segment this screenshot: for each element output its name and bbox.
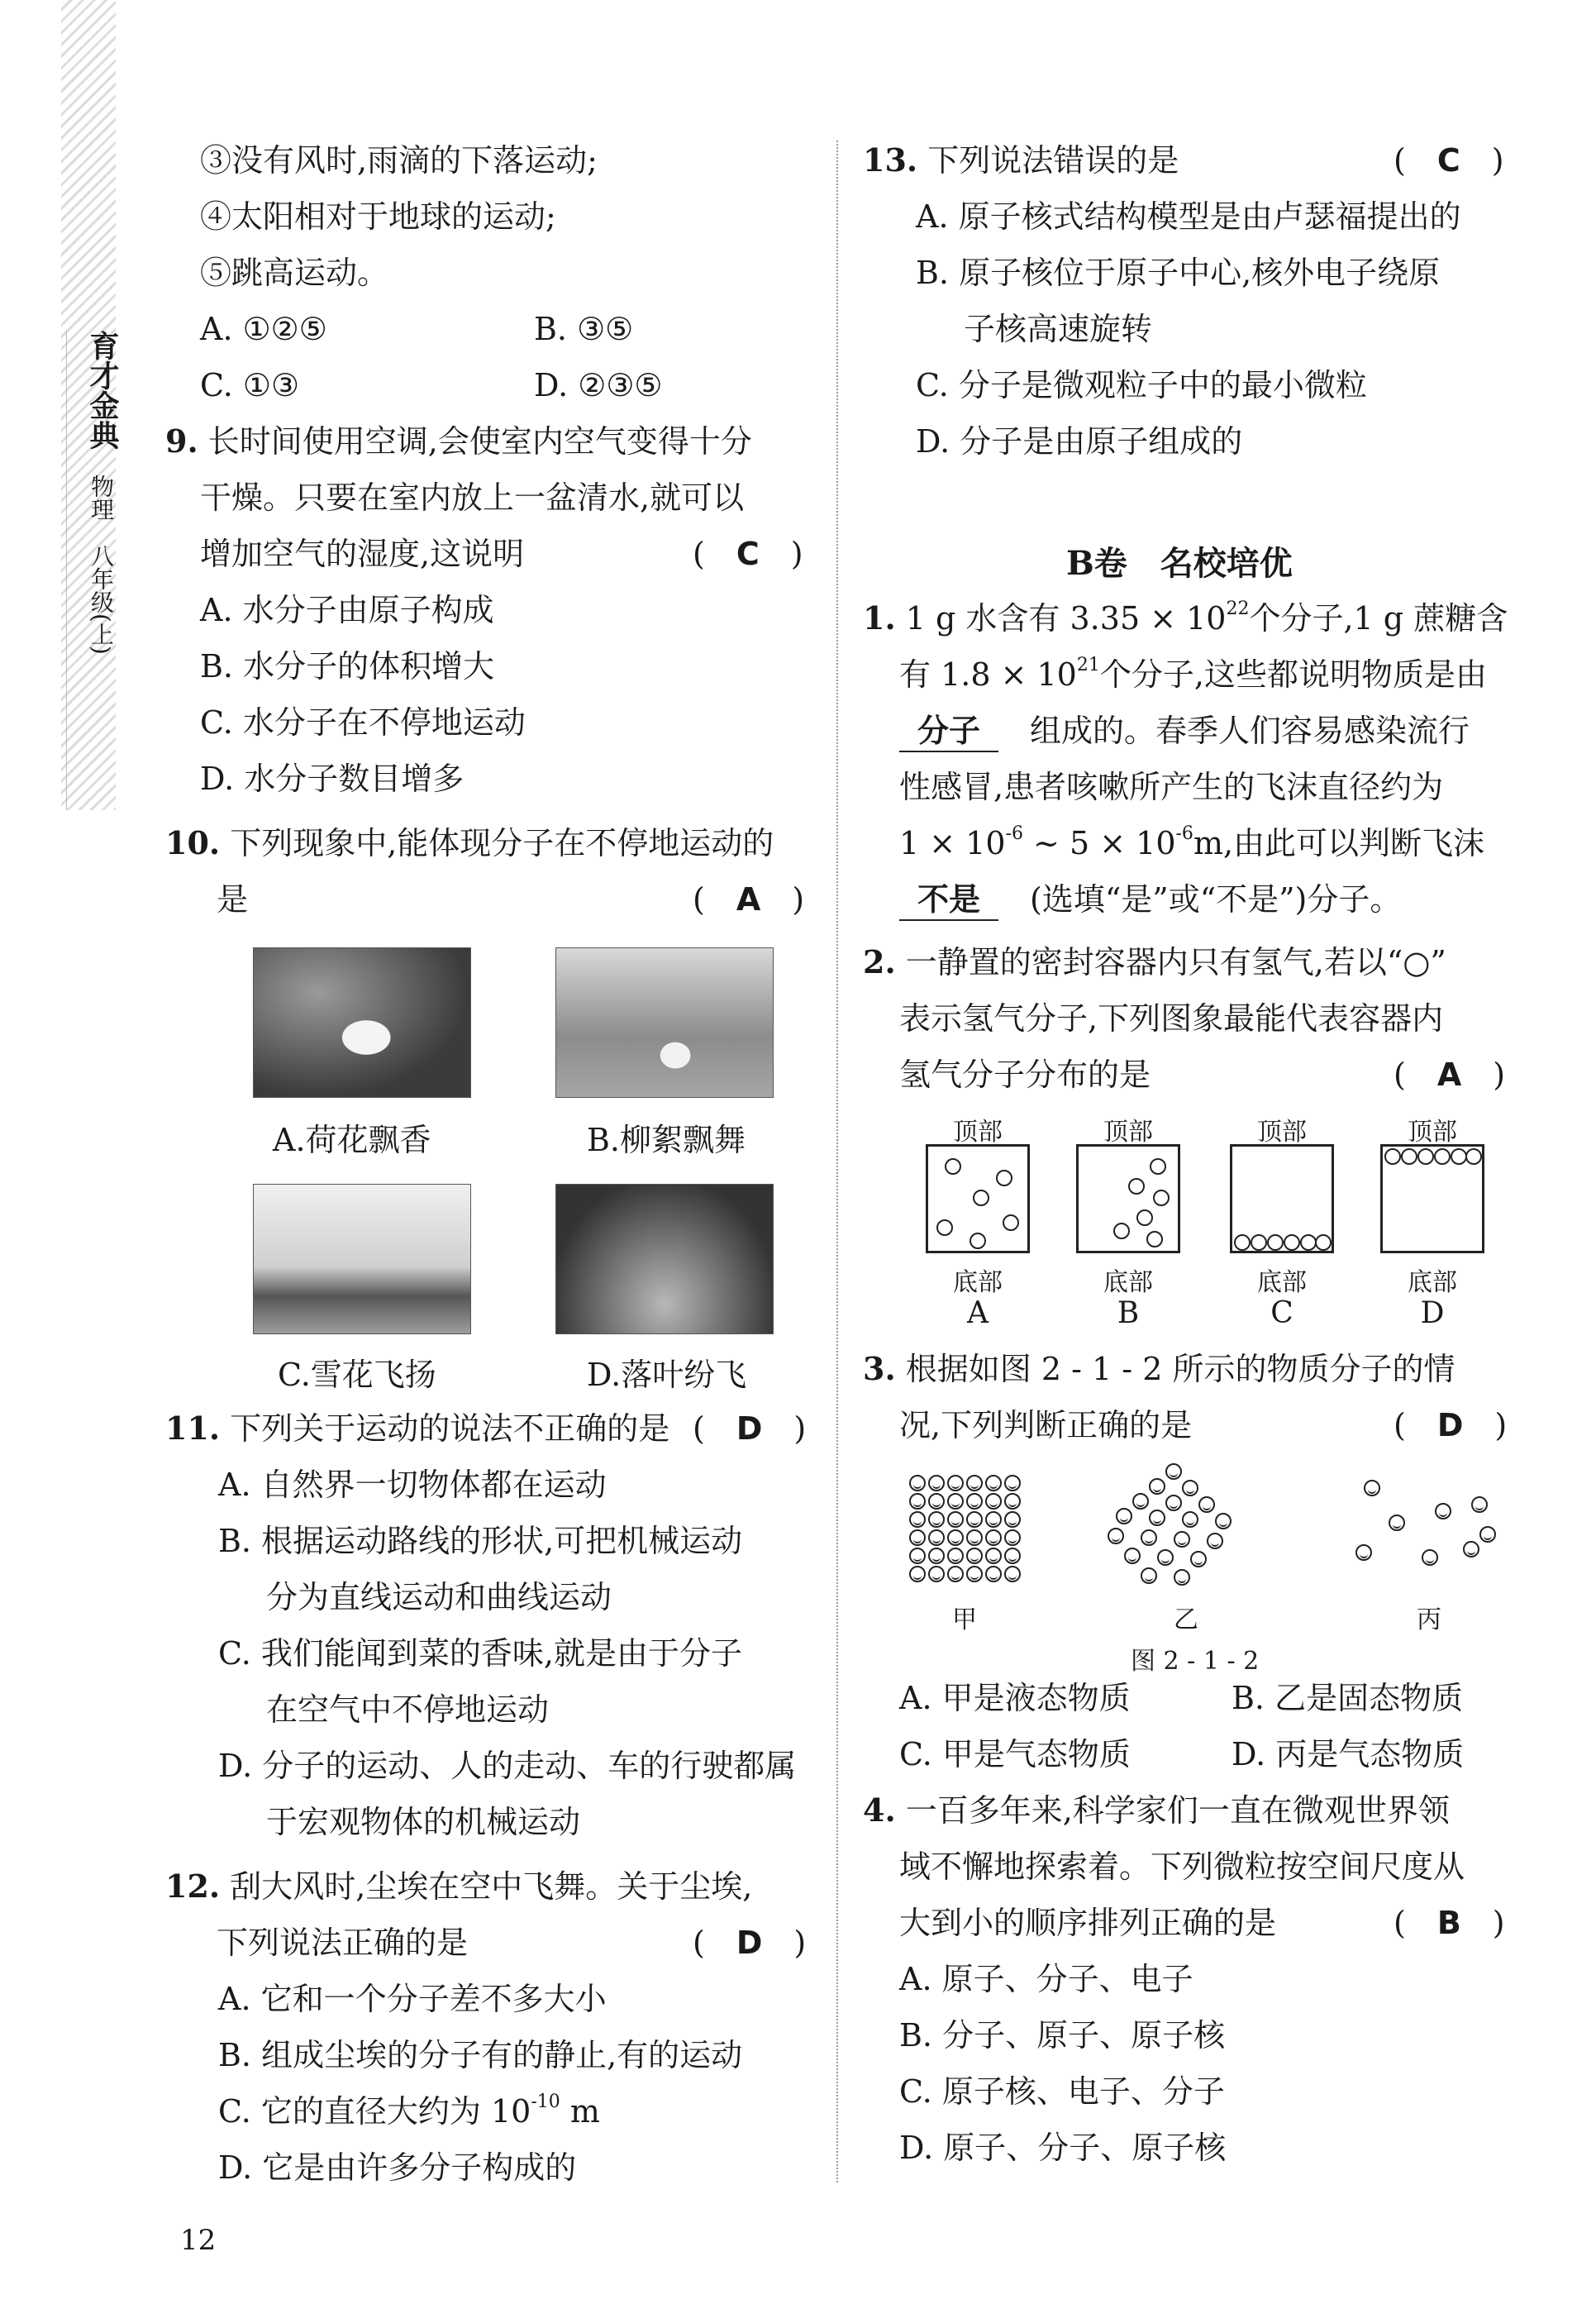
molecule (1267, 1234, 1284, 1251)
q9-option-a: A. 水分子由原子构成 (200, 592, 494, 628)
b1-text6: (选填“是”或“不是”)分子。 (1030, 881, 1402, 918)
q13-number: 13. (863, 141, 918, 179)
subject-label: 物理 (88, 475, 115, 521)
fig-label-jia: 甲 (952, 1605, 977, 1634)
b4-text1: 一百多年来,科学家们一直在微观世界领 (905, 1792, 1450, 1829)
q11-text1: 下列关于运动的说法不正确的是 (230, 1410, 670, 1447)
molecule (970, 1233, 986, 1249)
q9-option-c: C. 水分子在不停地运动 (200, 704, 526, 741)
molecule-icon (928, 1511, 945, 1528)
molecule-icon (1004, 1475, 1021, 1491)
b1-exp1: 22 (1226, 599, 1250, 619)
molecule-icon (928, 1493, 945, 1510)
q11-option-d2: 于宏观物体的机械运动 (266, 1804, 581, 1840)
molecule (1113, 1223, 1130, 1239)
b1-line3 (899, 711, 1470, 752)
molecule-icon (947, 1529, 964, 1546)
molecule-icon (985, 1493, 1002, 1510)
box-c-letter: C (1270, 1296, 1293, 1330)
snow-photo (253, 1184, 471, 1334)
molecule-icon (1463, 1541, 1479, 1557)
q10-stem-line1 (165, 823, 774, 863)
molecule-icon (909, 1475, 926, 1491)
molecule-icon (1174, 1569, 1190, 1586)
b4-option-a: A. 原子、分子、电子 (899, 1961, 1193, 1997)
q12-option-c-unit: m (560, 2093, 600, 2130)
b1-exp2: 21 (1076, 655, 1100, 675)
b4-option-c: C. 原子核、电子、分子 (899, 2073, 1225, 2110)
molecule-icon (1182, 1480, 1198, 1496)
b1-text1a: 1 g 水含有 3.35 × 10 (905, 600, 1227, 637)
molecule-icon (1182, 1511, 1198, 1528)
b1-text3: 组成的。春季人们容易感染流行 (1030, 713, 1470, 749)
q9-stem-line2: 干燥。只要在室内放上一盆清水,就可以 (200, 479, 745, 516)
q9-answer: ( C ) (693, 536, 803, 572)
molecule (1003, 1214, 1019, 1231)
b3-option-a: A. 甲是液态物质 (899, 1680, 1131, 1716)
q13-option-c: C. 分子是微观粒子中的最小微粒 (916, 367, 1367, 403)
q12-text1: 刮大风时,尘埃在空中飞舞。关于尘埃, (230, 1868, 753, 1905)
molecule (1234, 1234, 1251, 1251)
molecule-icon (1165, 1463, 1182, 1480)
b1-line2 (899, 655, 1487, 694)
molecule (1146, 1231, 1163, 1247)
molecule-icon (909, 1566, 926, 1582)
b3-answer: ( D ) (1394, 1407, 1508, 1443)
molecule-icon (1141, 1529, 1157, 1546)
molecule-icon (966, 1548, 983, 1564)
molecule (1434, 1148, 1451, 1165)
photo-caption-c: C.雪花飞扬 (278, 1357, 436, 1393)
molecule-icon (1355, 1544, 1372, 1561)
q10-text1: 下列现象中,能体现分子在不停地运动的 (230, 825, 774, 861)
q12-option-c-exponent: -10 (531, 2092, 560, 2112)
box-d-top-label: 顶部 (1408, 1118, 1457, 1147)
q12-answer: ( D ) (693, 1925, 807, 1961)
b4-line1 (863, 1791, 1450, 1830)
molecule-icon (1165, 1495, 1182, 1511)
molecule (996, 1170, 1012, 1186)
molecule-icon (1479, 1526, 1496, 1543)
box-a-bottom-label: 底部 (953, 1268, 1003, 1297)
q11-option-b2: 分为直线运动和曲线运动 (266, 1579, 612, 1615)
photo-caption-a: A.荷花飘香 (273, 1122, 431, 1158)
q9-option-d: D. 水分子数目增多 (200, 761, 465, 797)
b3-number: 3. (863, 1350, 896, 1387)
q11-option-a: A. 自然界一切物体都在运动 (218, 1467, 607, 1503)
fig-label-bing: 丙 (1417, 1605, 1441, 1634)
b4-answer: ( B ) (1394, 1905, 1505, 1941)
molecule (1451, 1148, 1467, 1165)
molecule-icon (909, 1529, 926, 1546)
b2-text1: 一静置的密封容器内只有氢气,若以“○” (905, 944, 1446, 980)
b1-text5b: ~ 5 × 10 (1022, 825, 1176, 861)
q11-option-c2: 在空气中不停地运动 (266, 1691, 550, 1728)
b3-text1: 根据如图 2 - 1 - 2 所示的物质分子的情 (905, 1351, 1455, 1387)
molecule (936, 1219, 953, 1236)
b3-answer-value: D (1436, 1407, 1464, 1443)
molecule-icon (1364, 1480, 1380, 1496)
q12-option-d: D. 它是由许多分子构成的 (218, 2149, 577, 2186)
molecule-icon (1124, 1548, 1141, 1564)
molecule-icon (947, 1511, 964, 1528)
molecule-icon (966, 1529, 983, 1546)
q8-option-d: D. ②③⑤ (534, 367, 663, 403)
grade-label: 八年级(上) (88, 544, 115, 655)
molecule-icon (1116, 1508, 1132, 1524)
molecule-icon (1215, 1513, 1232, 1529)
molecule (1251, 1234, 1267, 1251)
q12-stem-line1 (165, 1867, 752, 1906)
container-d (1380, 1144, 1484, 1253)
molecule-icon (1108, 1528, 1124, 1544)
molecule-icon (1004, 1566, 1021, 1582)
molecule-icon (1207, 1533, 1223, 1549)
molecule-icon (947, 1548, 964, 1564)
q9-stem-line1 (165, 422, 752, 461)
q9-stem-line3: 增加空气的湿度,这说明 (200, 536, 525, 572)
b1-line5 (899, 823, 1484, 863)
molecule-icon (966, 1475, 983, 1491)
molecule-icon (909, 1548, 926, 1564)
q11-answer: ( D ) (693, 1410, 807, 1447)
molecule-icon (1422, 1549, 1438, 1566)
molecule-icon (985, 1529, 1002, 1546)
q9-option-b: B. 水分子的体积增大 (200, 648, 495, 685)
container-a (926, 1144, 1030, 1253)
photo-caption-d: D.落叶纷飞 (587, 1357, 747, 1393)
q9-answer-value: C (736, 536, 760, 572)
q12-answer-value: D (736, 1925, 763, 1961)
molecule-icon (966, 1493, 983, 1510)
section-title: B卷 名校培优 (1066, 544, 1293, 583)
molecule-icon (1132, 1493, 1149, 1510)
q10-number: 10. (165, 824, 221, 861)
b1-blank1: 分子 (899, 711, 998, 752)
b2-line3: 氢气分子分布的是 (899, 1057, 1151, 1093)
molecule-icon (985, 1548, 1002, 1564)
b2-answer-value: A (1436, 1057, 1462, 1093)
q9-number: 9. (165, 422, 198, 460)
molecule-icon (1190, 1551, 1207, 1567)
q11-answer-value: D (736, 1410, 763, 1447)
b3-option-c: C. 甲是气态物质 (899, 1736, 1131, 1772)
b1-exp5b: -6 (1175, 823, 1193, 844)
molecule-icon (1157, 1549, 1174, 1566)
box-b-top-label: 顶部 (1103, 1118, 1153, 1147)
q13-stem-line1 (863, 141, 1179, 180)
molecule (1465, 1148, 1482, 1165)
molecule-icon (1174, 1531, 1190, 1548)
box-b-letter: B (1117, 1296, 1140, 1330)
q11-stem-line1 (165, 1409, 669, 1448)
lotus-photo (253, 947, 471, 1098)
container-c (1230, 1144, 1334, 1253)
molecule-icon (928, 1475, 945, 1491)
figure-caption: 图 2 - 1 - 2 (1131, 1647, 1260, 1676)
gas-molecules-figure (1355, 1480, 1496, 1587)
b1-text5a: 1 × 10 (899, 825, 1006, 861)
q11-number: 11. (165, 1410, 221, 1447)
molecule (1128, 1178, 1145, 1195)
molecule-icon (1004, 1511, 1021, 1528)
molecule-icon (947, 1493, 964, 1510)
q11-option-c1: C. 我们能闻到菜的香味,就是由于分子 (218, 1635, 742, 1672)
q13-answer-value: C (1436, 142, 1460, 179)
b1-text1b: 个分子,1 g 蔗糖含 (1249, 600, 1508, 637)
molecule-icon (1004, 1493, 1021, 1510)
molecule (973, 1190, 989, 1206)
q12-number: 12. (165, 1868, 221, 1905)
molecule-icon (1389, 1515, 1405, 1531)
molecule-icon (947, 1475, 964, 1491)
q12-stem-line2: 下列说法正确的是 (217, 1925, 469, 1961)
molecule (1284, 1234, 1300, 1251)
molecule-icon (1149, 1478, 1165, 1495)
q8-item3: ③没有风时,雨滴的下落运动; (200, 142, 598, 179)
box-b-bottom-label: 底部 (1103, 1268, 1153, 1297)
photo-caption-b: B.柳絮飘舞 (587, 1122, 746, 1158)
q12-option-a: A. 它和一个分子差不多大小 (218, 1981, 607, 2017)
b4-line3: 大到小的顺序排列正确的是 (899, 1905, 1277, 1941)
willow-photo (555, 947, 774, 1098)
brand-title: 育才金典 (85, 331, 120, 450)
molecule (1315, 1234, 1332, 1251)
b2-line2: 表示氢气分子,下列图象最能代表容器内 (899, 1000, 1444, 1037)
b3-option-d: D. 丙是气态物质 (1232, 1736, 1465, 1772)
molecule-icon (928, 1529, 945, 1546)
molecule-icon (947, 1566, 964, 1582)
molecule-icon (909, 1511, 926, 1528)
b1-line4: 性感冒,患者咳嗽所产生的飞沫直径约为 (899, 769, 1444, 805)
molecule-icon (966, 1566, 983, 1582)
q10-answer: ( A ) (693, 881, 805, 918)
b1-number: 1. (863, 599, 896, 637)
molecule-icon (1435, 1503, 1451, 1519)
molecule (1150, 1158, 1166, 1175)
leaves-photo (555, 1184, 774, 1334)
q11-option-b1: B. 根据运动路线的形状,可把机械运动 (218, 1523, 743, 1559)
molecule-icon (909, 1493, 926, 1510)
b3-option-b: B. 乙是固态物质 (1232, 1680, 1464, 1716)
q12-option-b: B. 组成尘埃的分子有的静止,有的运动 (218, 2037, 743, 2073)
b4-number: 4. (863, 1791, 896, 1829)
molecule-icon (1004, 1529, 1021, 1546)
molecule-icon (985, 1566, 1002, 1582)
q13-option-d: D. 分子是由原子组成的 (916, 423, 1243, 460)
solid-molecules-figure (909, 1475, 1033, 1591)
margin-line (66, 331, 67, 810)
sidebar (84, 331, 120, 655)
molecule-icon (1471, 1496, 1488, 1513)
q8-option-a: A. ①②⑤ (200, 311, 327, 347)
q12-option-c-text: C. 它的直径大约为 10 (218, 2093, 531, 2130)
b1-text2a: 有 1.8 × 10 (899, 656, 1077, 693)
molecule (1384, 1148, 1401, 1165)
molecule-icon (1141, 1567, 1157, 1584)
molecule-icon (985, 1475, 1002, 1491)
molecule (1300, 1234, 1317, 1251)
q13-option-b1: B. 原子核位于原子中心,核外电子绕原 (916, 255, 1441, 291)
q13-option-b2: 子核高速旋转 (964, 311, 1153, 347)
molecule (1417, 1148, 1434, 1165)
b2-line1 (863, 942, 1446, 982)
b3-line1 (863, 1349, 1455, 1389)
box-d-bottom-label: 底部 (1408, 1268, 1457, 1297)
molecule-icon (928, 1548, 945, 1564)
molecule-icon (928, 1566, 945, 1582)
molecule-icon (985, 1511, 1002, 1528)
box-c-bottom-label: 底部 (1257, 1268, 1307, 1297)
b2-number: 2. (863, 943, 896, 980)
q13-answer: ( C ) (1394, 142, 1504, 179)
box-c-top-label: 顶部 (1257, 1118, 1307, 1147)
b4-option-b: B. 分子、原子、原子核 (899, 2017, 1226, 2054)
b1-blank2: 不是 (899, 880, 998, 921)
q8-option-c: C. ①③ (200, 367, 300, 403)
b2-answer: ( A ) (1394, 1057, 1506, 1093)
box-d-letter: D (1420, 1296, 1445, 1330)
molecule (945, 1158, 961, 1175)
liquid-molecules-figure (1099, 1463, 1240, 1587)
box-a-letter: A (967, 1296, 989, 1330)
fig-label-yi: 乙 (1174, 1605, 1198, 1634)
q9-text1: 长时间使用空调,会使室内空气变得十分 (207, 423, 752, 460)
q13-text1: 下列说法错误的是 (927, 142, 1179, 179)
molecule-icon (1198, 1496, 1215, 1513)
b4-line2: 域不懈地探索着。下列微粒按空间尺度从 (899, 1848, 1465, 1885)
b4-answer-value: B (1436, 1905, 1461, 1941)
b1-exp5a: -6 (1005, 823, 1023, 844)
molecule-icon (1149, 1510, 1165, 1526)
b3-line2: 况,下列判断正确的是 (899, 1407, 1193, 1443)
b4-option-d: D. 原子、分子、原子核 (899, 2130, 1227, 2166)
q11-option-d1: D. 分子的运动、人的走动、车的行驶都属 (218, 1748, 797, 1784)
molecule (1136, 1209, 1153, 1226)
b1-text2b: 个分子,这些都说明物质是由 (1099, 656, 1487, 693)
b1-line6 (899, 880, 1401, 921)
q12-option-c (218, 2092, 600, 2131)
q8-item5: ⑤跳高运动。 (200, 255, 389, 291)
box-a-top-label: 顶部 (953, 1118, 1003, 1147)
b1-text5c: m,由此可以判断飞沫 (1193, 825, 1485, 861)
page-number: 12 (180, 2224, 217, 2257)
q8-item4: ④太阳相对于地球的运动; (200, 198, 556, 235)
b1-line1 (863, 599, 1508, 638)
q10-stem-line2: 是 (217, 881, 249, 918)
container-b (1076, 1144, 1180, 1253)
molecule (1153, 1190, 1170, 1206)
molecule-icon (1004, 1548, 1021, 1564)
q8-option-b: B. ③⑤ (534, 311, 634, 347)
q13-option-a: A. 原子核式结构模型是由卢瑟福提出的 (916, 198, 1461, 235)
molecule-icon (966, 1511, 983, 1528)
q10-answer-value: A (736, 881, 761, 918)
column-divider (836, 141, 838, 2182)
molecule (1401, 1148, 1417, 1165)
